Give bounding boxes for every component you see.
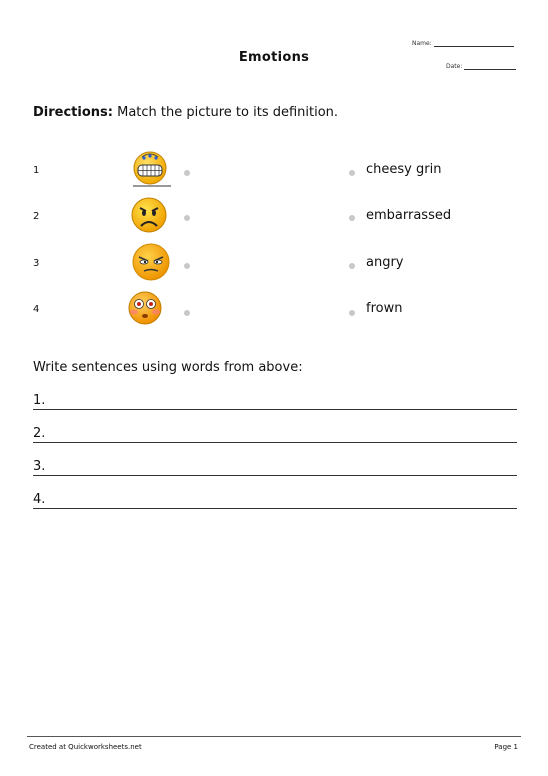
word-label: angry <box>366 255 404 270</box>
word-label: embarrassed <box>366 208 452 223</box>
match-dot-left[interactable] <box>184 170 190 176</box>
embarrassed-face-icon <box>126 290 164 326</box>
match-dot-left[interactable] <box>184 310 190 316</box>
date-line[interactable] <box>464 69 516 70</box>
match-dot-left[interactable] <box>184 215 190 221</box>
sentence-line[interactable] <box>33 457 517 476</box>
match-dot-left[interactable] <box>184 263 190 269</box>
cheesy-grin-face-icon <box>131 151 173 189</box>
line-number: 4. <box>33 492 46 507</box>
name-label: Name: <box>412 40 432 47</box>
item-number: 1 <box>33 165 40 176</box>
name-field[interactable] <box>412 40 514 47</box>
word-label: cheesy grin <box>366 162 442 177</box>
footer-credit: Created at Quickworksheets.net <box>29 743 142 751</box>
frown-face-icon <box>129 196 169 236</box>
date-label: Date: <box>446 63 463 70</box>
writing-prompt: Write sentences using words from above: <box>33 360 303 375</box>
angry-face-icon <box>130 242 172 282</box>
match-dot-right[interactable] <box>349 263 355 269</box>
match-dot-right[interactable] <box>349 215 355 221</box>
footer-divider <box>27 736 521 737</box>
match-dot-right[interactable] <box>349 170 355 176</box>
word-label: frown <box>366 301 403 316</box>
line-number: 1. <box>33 393 46 408</box>
sentence-line[interactable] <box>33 424 517 443</box>
item-number: 3 <box>33 258 40 269</box>
directions-label: Directions: <box>33 105 113 120</box>
line-number: 3. <box>33 459 46 474</box>
page-number: Page 1 <box>494 743 518 751</box>
directions <box>33 105 338 120</box>
sentence-line[interactable] <box>33 391 517 410</box>
sentence-line[interactable] <box>33 490 517 509</box>
line-number: 2. <box>33 426 46 441</box>
item-number: 2 <box>33 211 40 222</box>
match-dot-right[interactable] <box>349 310 355 316</box>
item-number: 4 <box>33 304 40 315</box>
directions-text: Match the picture to its definition. <box>117 105 339 120</box>
page-title: Emotions <box>238 50 310 65</box>
name-line[interactable] <box>434 46 514 47</box>
